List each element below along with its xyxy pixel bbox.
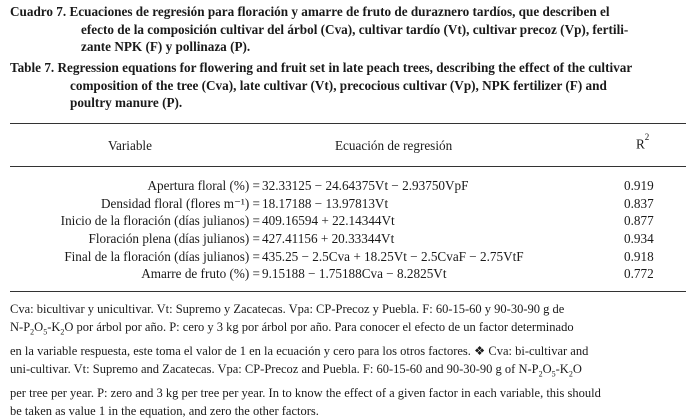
footnote-line bbox=[10, 318, 686, 342]
row-variable: Amarre de fruto (%) = bbox=[141, 266, 260, 282]
caption-en-line1: Regression equations for flowering and fruit set in late peach trees, describing the effect of the cultivar bbox=[57, 60, 633, 75]
footnote-line: Cva: bicultivar y unicultivar. Vt: Supremo y Zacatecas. Vpa: CP-Precoz y Puebla. F: 60-15-60 y 90-30-90 g de bbox=[10, 302, 565, 316]
column-header-variable: Variable bbox=[108, 138, 152, 153]
row-r2: 0.877 bbox=[624, 213, 654, 229]
caption-en-line3: poultry manure (P). bbox=[70, 95, 183, 111]
caption-es-line1: Ecuaciones de regresión para floración y amarre de fruto de duraznero tardíos, que describen el bbox=[69, 4, 610, 19]
row-variable: Inicio de la floración (días julianos) = bbox=[60, 213, 260, 229]
table-top-rule bbox=[10, 123, 686, 124]
column-header-equation: Ecuación de regresión bbox=[335, 138, 453, 153]
footnote-line: en la variable respuesta, este toma el valor de 1 en la ecuación y cero para los otros factores. ❖ Cva: bi-cultivar and bbox=[10, 343, 589, 358]
table-row bbox=[10, 177, 686, 195]
table-row bbox=[10, 195, 686, 213]
footnote-line: per tree per year. P: zero and 3 kg per tree per year. In to know the effect of a given factor in each variable, this should bbox=[10, 385, 601, 400]
caption-spanish bbox=[10, 3, 686, 56]
row-variable: Floración plena (días julianos) = bbox=[88, 231, 260, 247]
subscript: 2 bbox=[30, 327, 35, 337]
row-variable: Densidad floral (flores m⁻¹) = bbox=[101, 195, 260, 211]
footnote-text: O bbox=[572, 362, 582, 377]
table-header-rule bbox=[10, 166, 686, 167]
column-header-r2 bbox=[636, 132, 650, 152]
subscript: 2 bbox=[60, 327, 65, 337]
footnote-line: be taken as value 1 in the equation, and zero the other factors. bbox=[10, 404, 319, 419]
row-variable: Final de la floración (días julianos) = bbox=[64, 248, 260, 264]
table-row bbox=[10, 212, 686, 230]
caption-es-line2: efecto de la composición cultivar del árbol (Cva), cultivar tardío (Vt), cultivar precoz (Vp), fertili- bbox=[81, 21, 629, 37]
footnote-text: O por árbol por año. P: cero y 3 kg por árbol por año. Para conocer el efecto de un factor determinado bbox=[64, 320, 574, 335]
row-equation: 32.33125 − 24.64375Vt − 2.93750VpF bbox=[262, 178, 469, 193]
table-bottom-rule bbox=[10, 291, 686, 292]
row-r2: 0.772 bbox=[624, 266, 654, 282]
footnote-text: O bbox=[34, 320, 44, 335]
table-row bbox=[10, 248, 686, 266]
r2-superscript: 2 bbox=[644, 132, 650, 142]
subscript: 5 bbox=[551, 369, 556, 379]
table-row bbox=[10, 265, 686, 283]
table-row bbox=[10, 230, 686, 248]
r2-label: R bbox=[636, 136, 645, 152]
footnote-text: O bbox=[542, 362, 552, 377]
row-equation: 435.25 − 2.5Cva + 18.25Vt − 2.5CvaF − 2.75VtF bbox=[262, 248, 524, 264]
subscript: 2 bbox=[538, 369, 543, 379]
table-body bbox=[10, 177, 686, 283]
row-equation: 9.15188 − 1.75188Cva − 8.2825Vt bbox=[262, 266, 447, 282]
row-r2: 0.919 bbox=[624, 178, 654, 193]
row-r2: 0.934 bbox=[624, 231, 654, 247]
footnote-text: -K bbox=[47, 320, 61, 335]
caption-english bbox=[10, 59, 686, 112]
caption-es-label: Cuadro 7. bbox=[10, 4, 67, 19]
footnote-text: -K bbox=[555, 362, 569, 377]
row-r2: 0.918 bbox=[624, 248, 654, 264]
row-r2: 0.837 bbox=[624, 195, 654, 211]
footnote-text: uni-cultivar. Vt: Supremo and Zacatecas. Vpa: CP-Precoz and Puebla. F: 60-15-60 and 90-30-90 g of N-P bbox=[10, 362, 539, 377]
row-variable: Apertura floral (%) = bbox=[147, 178, 260, 193]
subscript: 2 bbox=[568, 369, 573, 379]
caption-en-label: Table 7. bbox=[10, 60, 55, 75]
row-equation: 18.17188 − 13.97813Vt bbox=[262, 195, 389, 211]
caption-en-line2: composition of the tree (Cva), late cultivar (Vt), precocious cultivar (Vp), NPK fertilizer (F) and bbox=[70, 77, 607, 93]
footnote-text: N-P bbox=[10, 320, 31, 335]
row-equation: 409.16594 + 22.14344Vt bbox=[262, 213, 395, 229]
table-footnote bbox=[10, 300, 686, 420]
row-equation: 427.41156 + 20.33344Vt bbox=[262, 231, 395, 247]
subscript: 5 bbox=[43, 327, 48, 337]
caption-es-line3: zante NPK (F) y pollinaza (P). bbox=[81, 39, 251, 55]
footnote-line bbox=[10, 360, 686, 384]
